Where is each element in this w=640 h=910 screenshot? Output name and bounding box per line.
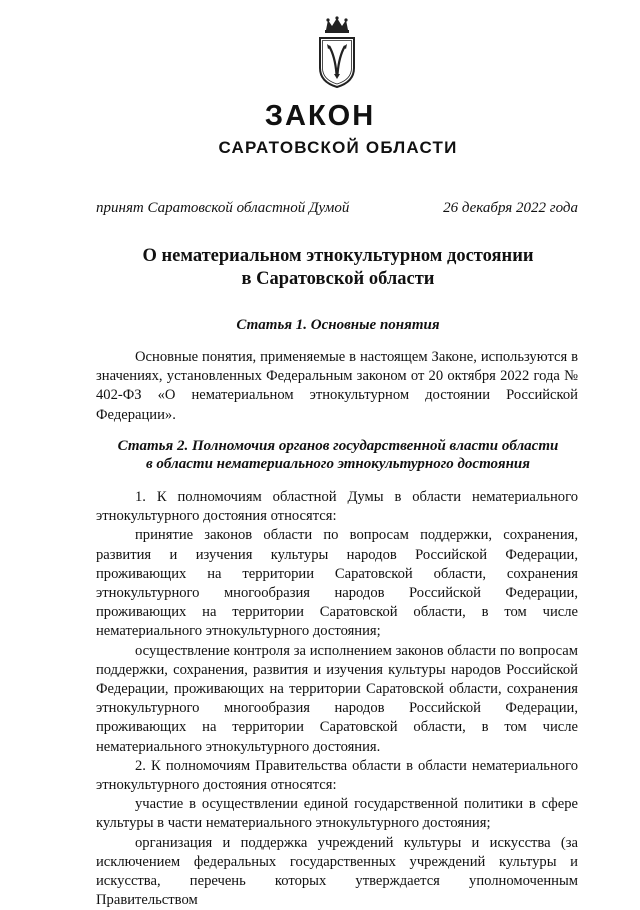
- article-1-heading: [0, 316, 640, 334]
- article-2-heading: [0, 437, 640, 473]
- article-1-body: [96, 348, 578, 425]
- paragraph: Основные понятия, применяемые в настоящем Законе, используются в значениях, установленных Федеральным законом от 20 октября 2022 года № 402-ФЗ «О нематериальном этнокультурном достоянии Российской Федерации».: [96, 349, 578, 423]
- paragraph: принятие законов области по вопросам поддержки, сохранения, развития и изучения культуры народов Российской Федерации, проживающих на территории Саратовской области, сохранения этнокультурного многообразия народов Российской Федерации, проживающих на территории Саратовской области, в том числе нематериального этнокультурного достояния;: [96, 527, 578, 640]
- paragraph: участие в осуществлении единой государственной политики в сфере культуры в части нематериального этнокультурного достояния;: [96, 796, 578, 832]
- law-title-line: в Саратовской области: [241, 269, 435, 289]
- article-heading-line: Статья 2. Полномочия органов государственной власти области: [117, 438, 559, 454]
- article-heading-line: в области нематериального этнокультурного достояния: [145, 456, 530, 472]
- saratov-coat-of-arms-icon: [316, 16, 358, 88]
- law-title: [0, 245, 640, 291]
- paragraph: 1. К полномочиям областной Думы в области нематериального этнокультурного достояния относятся:: [96, 489, 578, 525]
- article-heading-line: Статья 1. Основные понятия: [236, 317, 440, 333]
- document-title: ЗАКОН: [264, 100, 376, 132]
- adoption-date: 26 декабря 2022 года: [443, 200, 578, 216]
- law-title-line: О нематериальном этнокультурном достоянии: [142, 246, 534, 266]
- paragraph: 2. К полномочиям Правительства области в области нематериального этнокультурного достояния относятся:: [96, 757, 578, 794]
- article-2-body: [96, 488, 578, 910]
- adopted-by: принят Саратовской областной Думой: [96, 200, 350, 216]
- document-subtitle: САРАТОВСКОЙ ОБЛАСТИ: [218, 138, 458, 157]
- paragraph: осуществление контроля за исполнением законов области по вопросам поддержки, сохранения, развития и изучения культуры народов Российской Федерации, проживающих на территории Саратовской области, сохранения этнокультурного многообразия народов Российской Федерации, проживающих на территории Саратовской области, в том числе нематериального этнокультурного достояния.: [96, 642, 578, 755]
- paragraph: организация и поддержка учреждений культуры и искусства (за исключением федеральных государственных учреждений культуры и искусства, перечень которых утверждается уполномоченным Правительством: [96, 834, 578, 909]
